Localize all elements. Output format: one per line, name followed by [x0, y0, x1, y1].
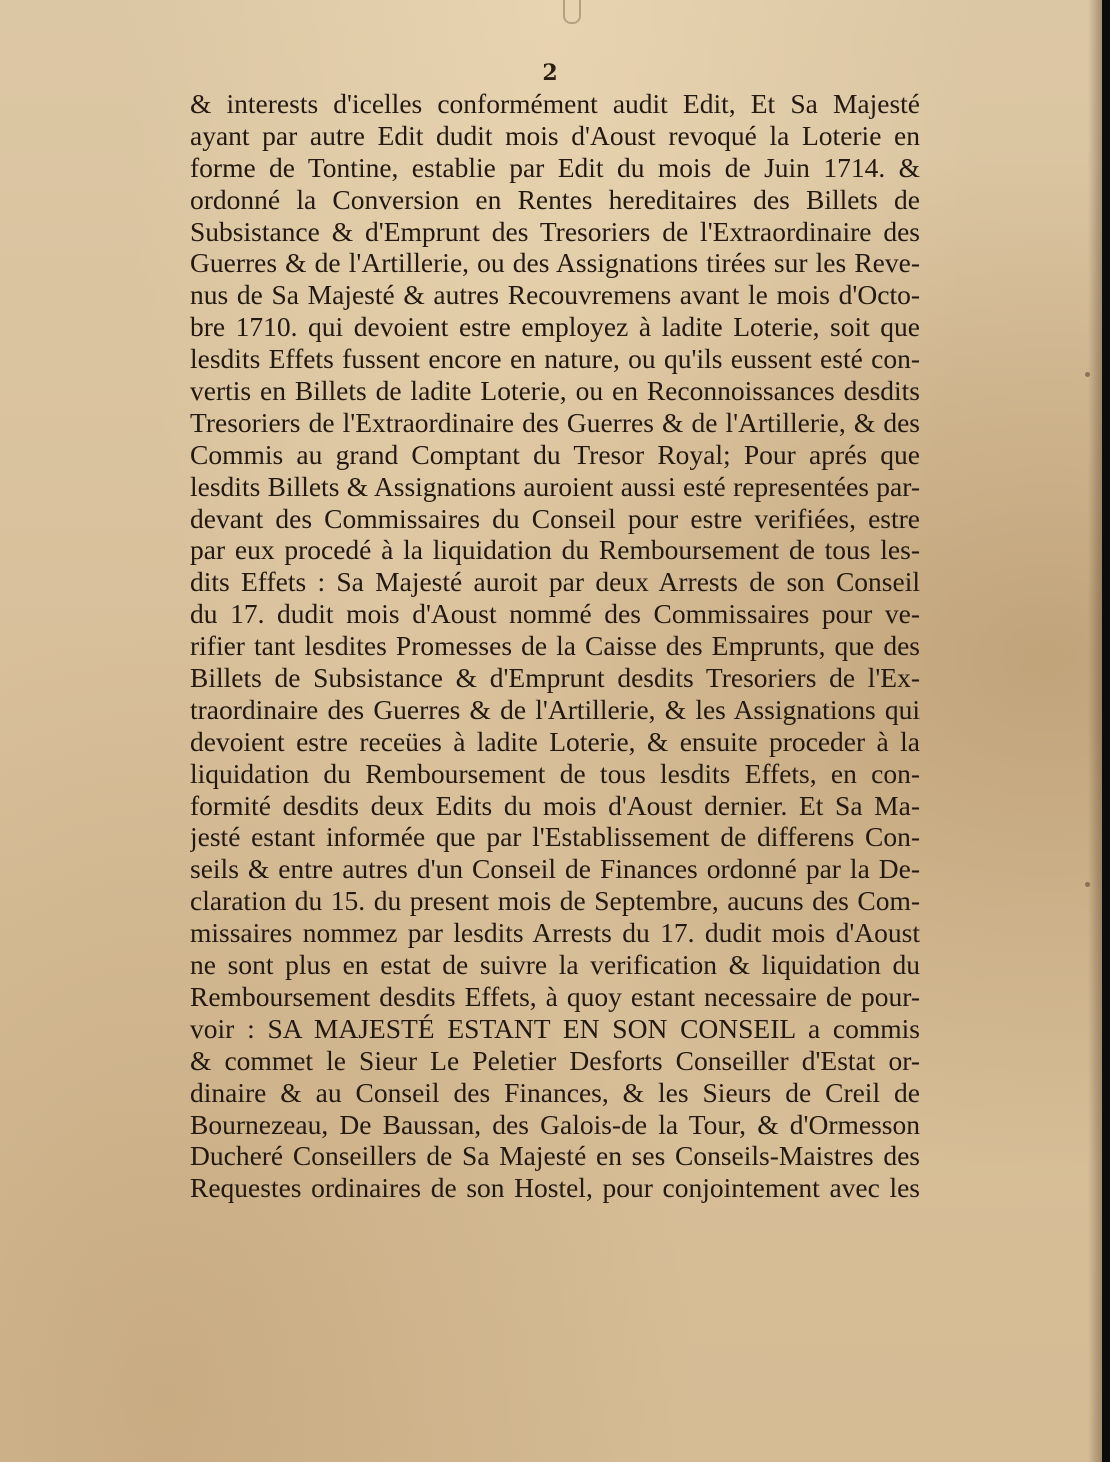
text-line: Ducheré Conseillers de Sa Majesté en ses Conseils-Maistres des: [190, 1140, 920, 1172]
text-line: voir : SA MAJESTÉ ESTANT EN SON CONSEIL a commis: [190, 1012, 920, 1044]
text-line: & interests d'icelles conformément audit Edit, Et Sa Majesté: [190, 88, 920, 119]
text-line: Remboursement desdits Effets, à quoy estant necessaire de pour-: [190, 980, 920, 1012]
text-line: lesdits Effets fussent encore en nature, ou qu'ils eussent esté con-: [190, 343, 920, 375]
text-line: Requestes ordinaires de son Hostel, pour conjointement avec les: [190, 1172, 920, 1204]
body-text: [190, 88, 920, 1204]
margin-mark: [1085, 882, 1090, 887]
text-line: vertis en Billets de ladite Loterie, ou en Reconnoissances desdits: [190, 375, 920, 407]
text-line: missaires nommez par lesdits Arrests du 17. dudit mois d'Aoust: [190, 917, 920, 949]
text-line: claration du 15. du present mois de Septembre, aucuns des Com-: [190, 885, 920, 917]
text-line: Billets de Subsistance & d'Emprunt desdits Tresoriers de l'Ex-: [190, 662, 920, 694]
text-line: Commis au grand Comptant du Tresor Royal; Pour aprés que: [190, 438, 920, 470]
text-line: ne sont plus en estat de suivre la verification & liquidation du: [190, 949, 920, 981]
text-line: devoient estre receües à ladite Loterie, & ensuite proceder à la: [190, 725, 920, 757]
binding-hole-mark: [563, 0, 581, 24]
text-line: forme de Tontine, establie par Edit du mois de Juin 1714. &: [190, 151, 920, 183]
text-line: lesdits Billets & Assignations auroient aussi esté representées par-: [190, 470, 920, 502]
text-line: Tresoriers de l'Extraordinaire des Guerres & de l'Artillerie, & des: [190, 406, 920, 438]
text-line: devant des Commissaires du Conseil pour estre verifiées, estre: [190, 502, 920, 534]
text-line: Subsistance & d'Emprunt des Tresoriers de l'Extraordinaire des: [190, 215, 920, 247]
text-line: seils & entre autres d'un Conseil de Finances ordonné par la De-: [190, 853, 920, 885]
text-line: liquidation du Remboursement de tous lesdits Effets, en con-: [190, 757, 920, 789]
text-line: rifier tant lesdites Promesses de la Caisse des Emprunts, que des: [190, 630, 920, 662]
text-line: bre 1710. qui devoient estre employez à ladite Loterie, soit que: [190, 311, 920, 343]
text-line: par eux procedé à la liquidation du Remboursement de tous les-: [190, 534, 920, 566]
text-line: traordinaire des Guerres & de l'Artillerie, & les Assignations qui: [190, 693, 920, 725]
text-line: dits Effets : Sa Majesté auroit par deux Arrests de son Conseil: [190, 566, 920, 598]
text-line: du 17. dudit mois d'Aoust nommé des Commissaires pour ve-: [190, 598, 920, 630]
text-line: & commet le Sieur Le Peletier Desforts Conseiller d'Estat or-: [190, 1044, 920, 1076]
text-line: Bournezeau, De Baussan, des Galois-de la Tour, & d'Ormesson: [190, 1108, 920, 1140]
text-line: ayant par autre Edit dudit mois d'Aoust revoqué la Loterie en: [190, 119, 920, 151]
text-line: nus de Sa Majesté & autres Recouvremens avant le mois d'Octo-: [190, 279, 920, 311]
text-line: dinaire & au Conseil des Finances, & les Sieurs de Creil de: [190, 1076, 920, 1108]
page-number: 2: [542, 60, 558, 86]
text-line: ordonné la Conversion en Rentes hereditaires des Billets de: [190, 183, 920, 215]
text-line: jesté estant informée que par l'Establissement de differens Con-: [190, 821, 920, 853]
text-line: formité desdits deux Edits du mois d'Aoust dernier. Et Sa Ma-: [190, 789, 920, 821]
margin-mark: [1085, 372, 1090, 377]
text-line: Guerres & de l'Artillerie, ou des Assignations tirées sur les Reve-: [190, 247, 920, 279]
